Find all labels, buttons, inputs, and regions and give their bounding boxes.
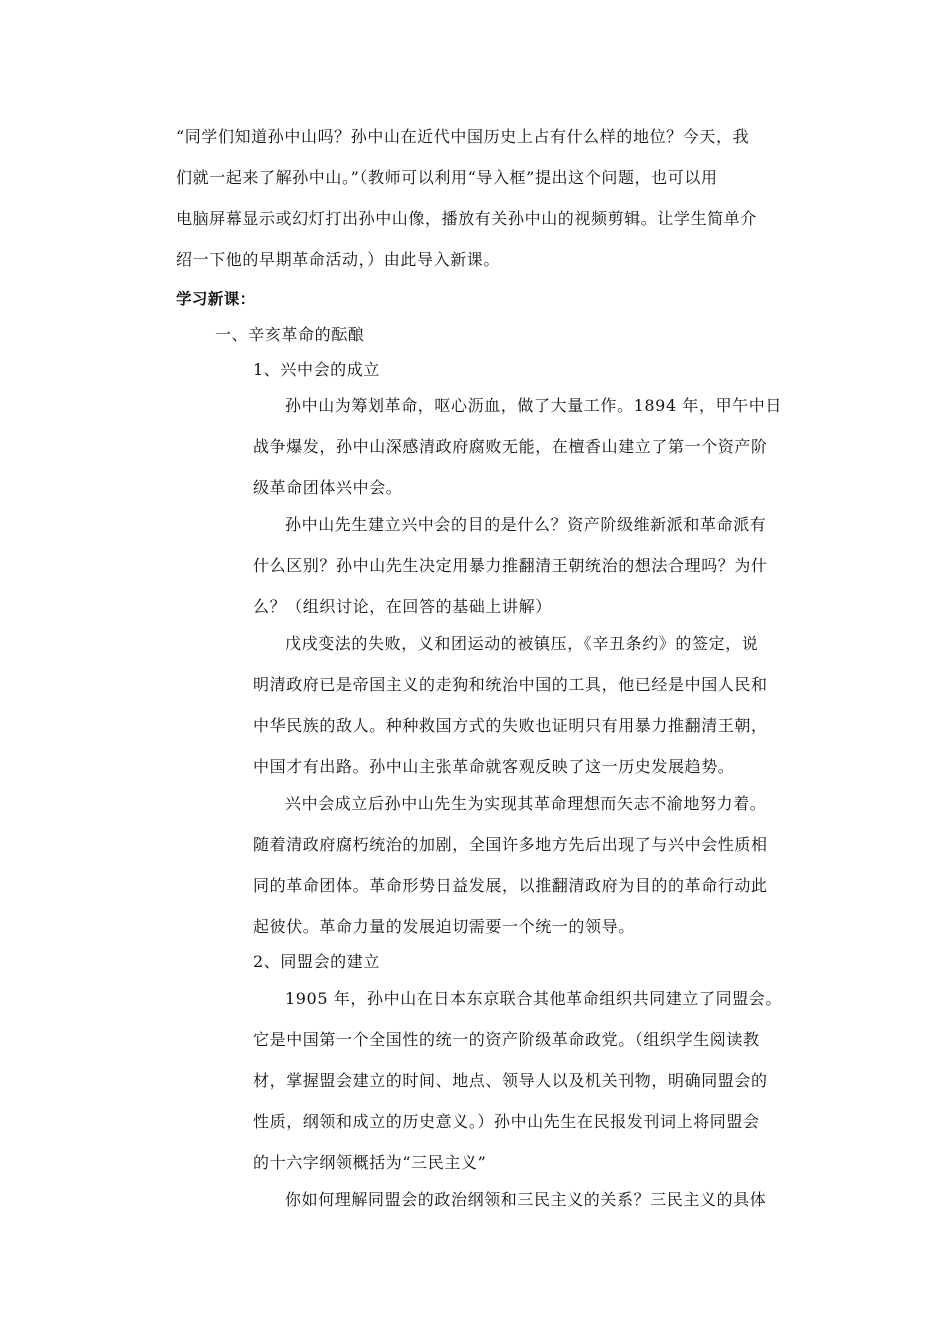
sub1-p1-line-3: 级革命团体兴中会。 [253,478,403,497]
sub1-p1-line-1: 孙中山为筹划革命，呕心沥血，做了大量工作。1894 年，甲午中日 [285,396,783,415]
sub1-title: 1、兴中会的成立 [253,360,380,379]
sub1-p2-line-1: 孙中山先生建立兴中会的目的是什么？资产阶级维新派和革命派有 [285,515,767,534]
sub1-p3-line-3: 中华民族的敌人。种种救国方式的失败也证明只有用暴力推翻清王朝， [253,716,768,735]
sub1-p3-line-4: 中国才有出路。孙中山主张革命就客观反映了这一历史发展趋势。 [253,757,735,776]
intro-line-1: “同学们知道孙中山吗？孙中山在近代中国历史上占有什么样的地位？今天，我 [176,127,750,146]
sub2-p1-line-5: 的十六字纲领概括为“三民主义” [253,1153,487,1172]
sub1-p4-line-4: 起彼伏。革命力量的发展迫切需要一个统一的领导。 [253,917,635,936]
sub2-p1-line-2: 它是中国第一个全国性的统一的资产阶级革命政党。（组织学生阅读教 [253,1030,760,1049]
sub2-p1-line-4: 性质，纲领和成立的历史意义。）孙中山先生在民报发刊词上将同盟会 [253,1112,760,1131]
sub1-p4-line-2: 随着清政府腐朽统治的加剧，全国许多地方先后出现了与兴中会性质相 [253,835,768,854]
sub1-p1-line-2: 战争爆发，孙中山深感清政府腐败无能，在檀香山建立了第一个资产阶 [253,437,768,456]
sub1-p3-line-2: 明清政府已是帝国主义的走狗和统治中国的工具，他已经是中国人民和 [253,675,768,694]
sub2-p2-line-1: 你如何理解同盟会的政治纲领和三民主义的关系？三民主义的具体 [285,1190,767,1209]
sub1-p2-line-2: 什么区别？孙中山先生决定用暴力推翻清王朝统治的想法合理吗？为什 [253,556,768,575]
intro-line-4: 绍一下他的早期革命活动，）由此导入新课。 [176,250,501,269]
sub2-p1-line-1: 1905 年，孙中山在日本东京联合其他革命组织共同建立了同盟会。 [285,989,783,1008]
sub1-p2-line-3: 么？（组织讨论，在回答的基础上讲解） [253,597,552,616]
sub2-title: 2、同盟会的建立 [253,952,380,971]
intro-line-3: 电脑屏幕显示或幻灯打出孙中山像，播放有关孙中山的视频剪辑。让学生简单介 [176,209,758,228]
sub1-p3-line-1: 戊戌变法的失败，义和团运动的被镇压，《辛丑条约》的签定，说 [285,634,759,653]
section-heading: 学习新课： [176,290,256,308]
sub2-p1-line-3: 材，掌握盟会建立的时间、地点、领导人以及机关刊物，明确同盟会的 [253,1071,768,1090]
section1-title: 一、辛亥革命的酝酿 [215,325,365,344]
intro-line-2: 们就一起来了解孙中山。”（教师可以利用“导入框”提出这个问题，也可以用 [176,168,718,187]
sub1-p4-line-3: 同的革命团体。革命形势日益发展，以推翻清政府为目的的革命行动此 [253,876,768,895]
sub1-p4-line-1: 兴中会成立后孙中山先生为实现其革命理想而矢志不渝地努力着。 [285,794,767,813]
